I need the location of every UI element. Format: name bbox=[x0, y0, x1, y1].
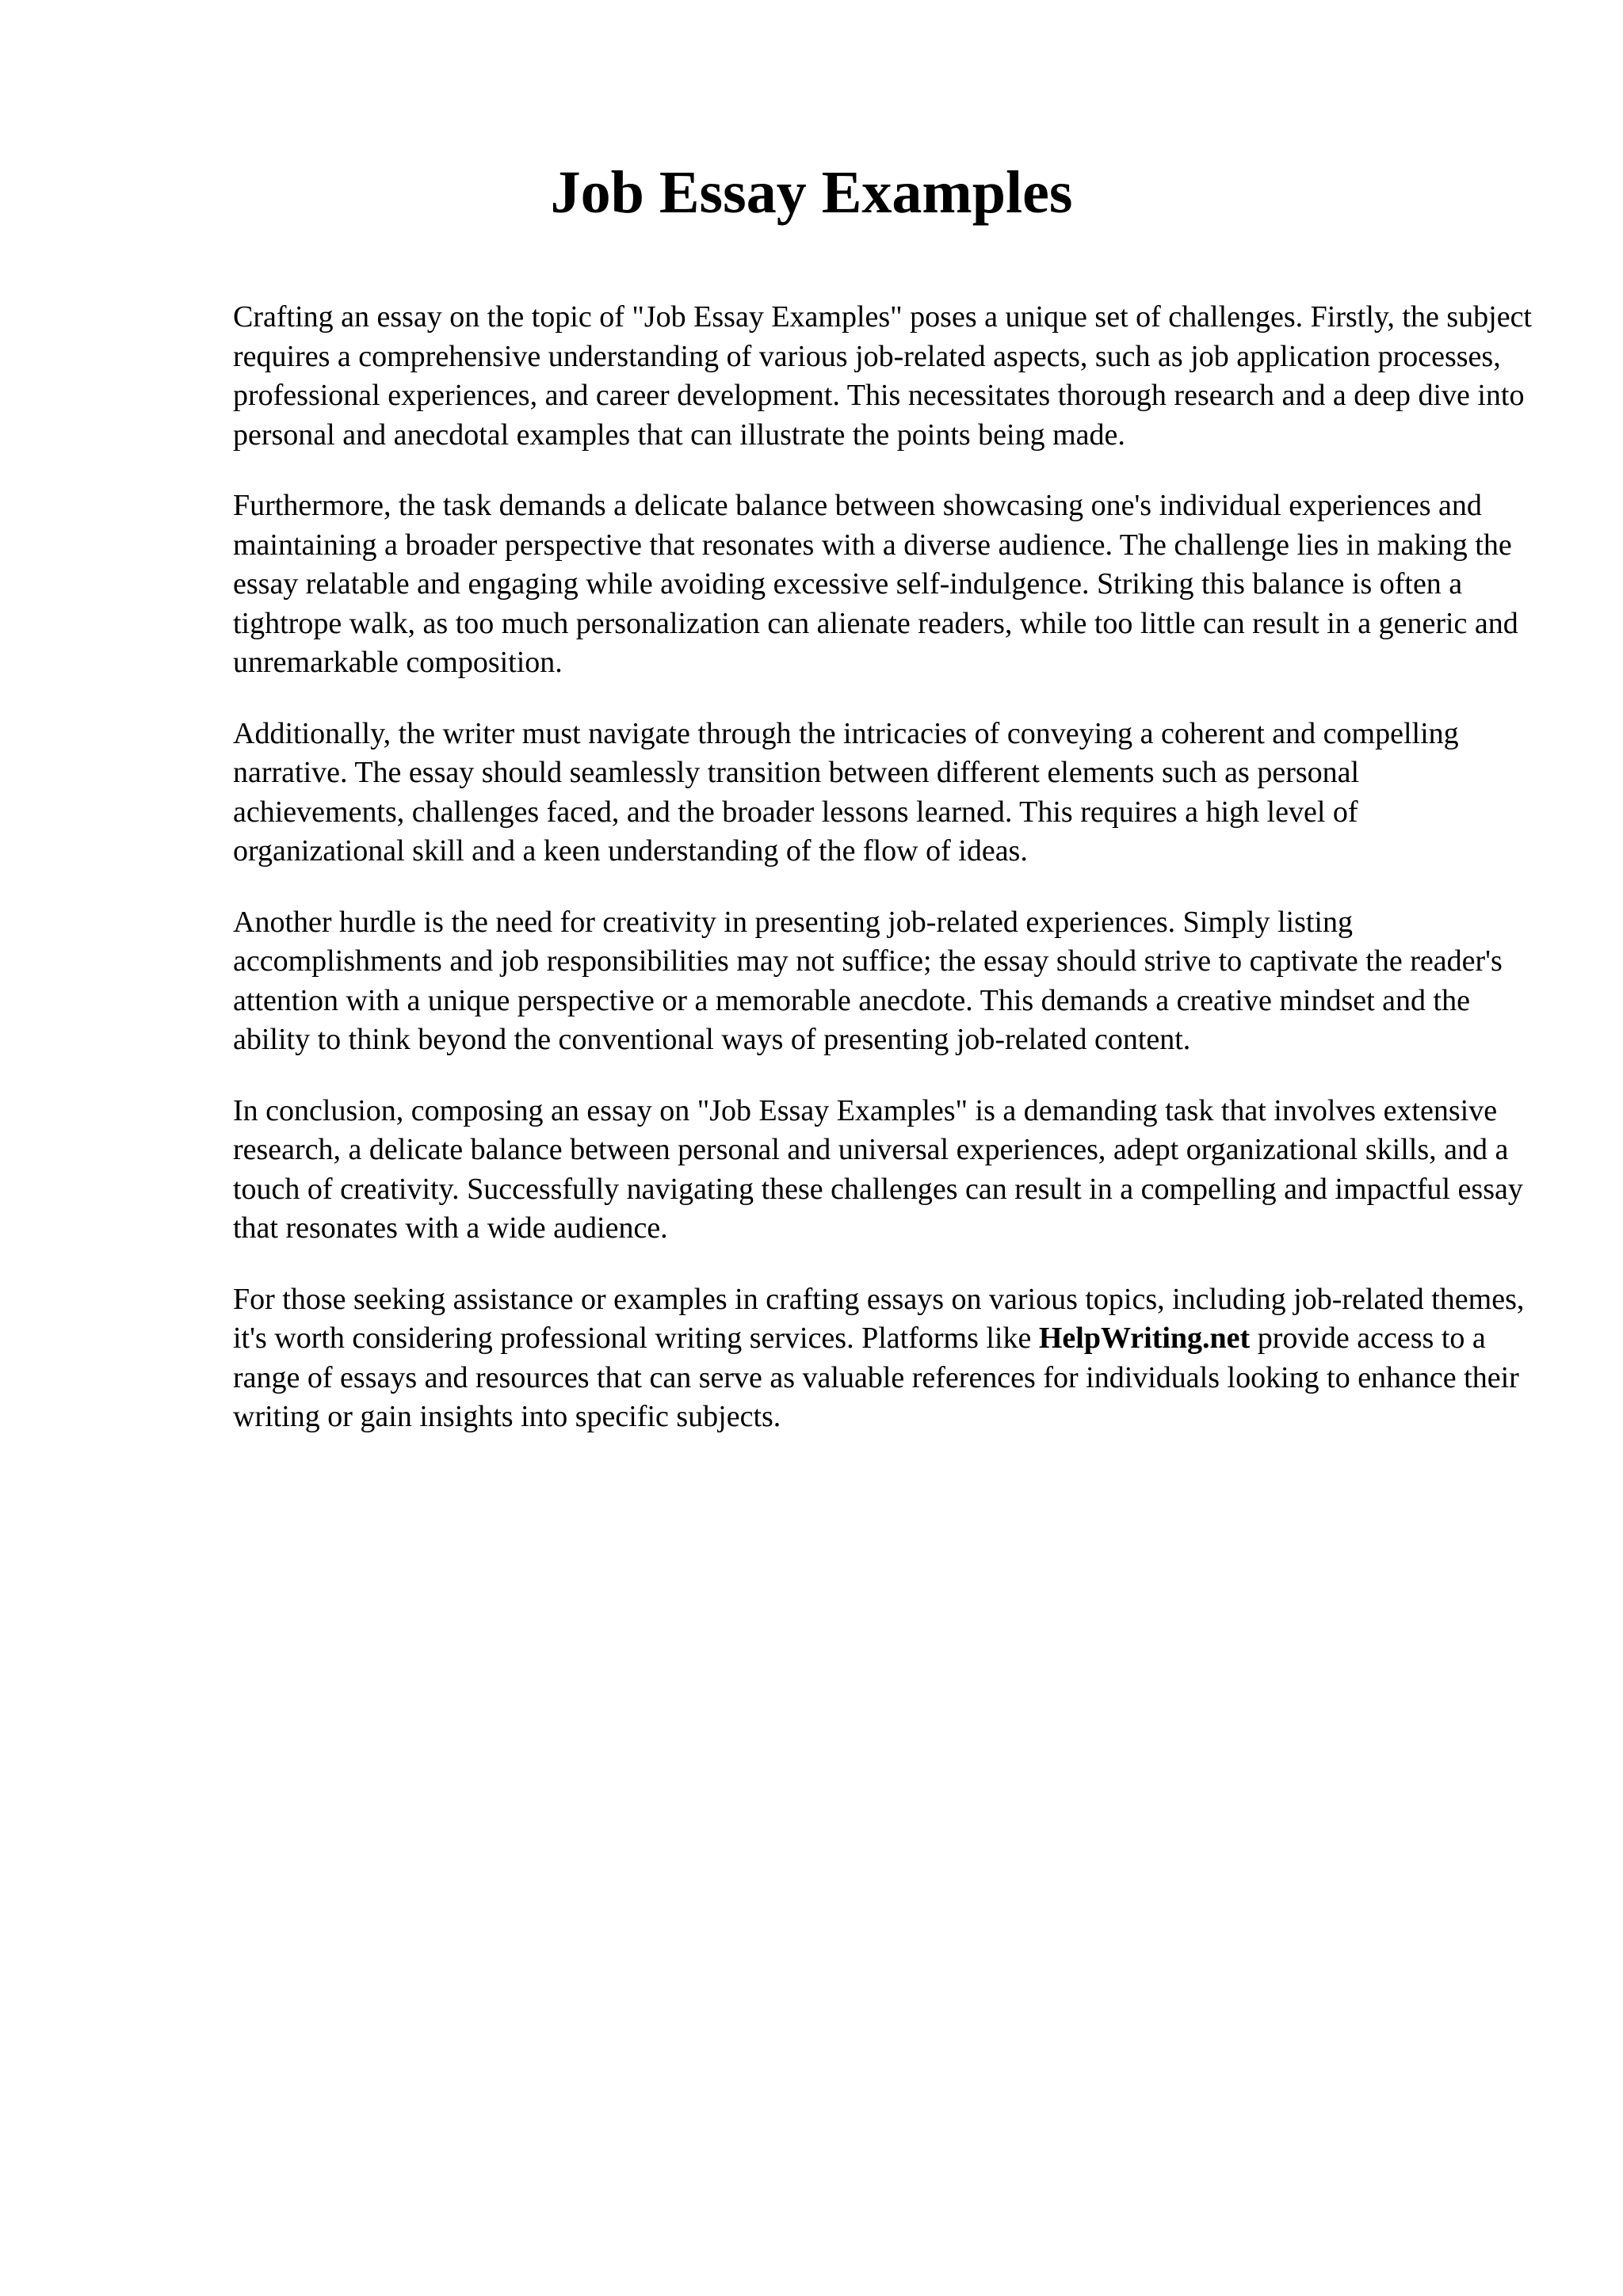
paragraph-intro: Crafting an essay on the topic of "Job Essay Examples" poses a unique set of challenges. Firstly, the subject requires a comprehensive understanding of various job-related aspects, such as job application processes, professional experiences, and career development. This necessitates thorough research and a deep dive into personal and anecdotal examples that can illustrate the points being made. bbox=[233, 300, 1532, 452]
paragraph-conclusion: In conclusion, composing an essay on "Job Essay Examples" is a demanding task that involves extensive research, a delicate balance between personal and universal experiences, adept organizational skills, and a touch of creativity. Successfully navigating these challenges can result in a compelling and impactful essay that resonates with a wide audience. bbox=[233, 1093, 1523, 1245]
resources-text-before-link: For those seeking assistance or examples in crafting essays on various topics, including job-related themes, it's worth considering professional writing services. Platforms like bbox=[233, 1282, 1525, 1355]
paragraph-resources bbox=[233, 1280, 1533, 1437]
resources-text-after-link: provide access to a range of essays and resources that can serve as valuable references for individuals looking to enhance their writing or gain insights into specific subjects. bbox=[233, 1322, 1519, 1433]
document-title: Job Essay Examples bbox=[550, 159, 1073, 226]
paragraph-narrative: Additionally, the writer must navigate through the intricacies of conveying a coherent and compelling narrative. The essay should seamlessly transition between different elements such as personal achievements, challenges faced, and the broader lessons learned. This requires a high level of organizational skill and a keen understanding of the flow of ideas. bbox=[233, 716, 1459, 868]
paragraph-creativity: Another hurdle is the need for creativity in presenting job-related experiences. Simply listing accomplishments and job responsibilities may not suffice; the essay should strive to captivate the reader's attention with a unique perspective or a memorable anecdote. This demands a creative mindset and the ability to think beyond the conventional ways of presenting job-related content. bbox=[233, 905, 1503, 1056]
paragraph-balance: Furthermore, the task demands a delicate balance between showcasing one's individual experiences and maintaining a broader perspective that resonates with a diverse audience. The challenge lies in making the essay relatable and engaging while avoiding excessive self-indulgence. Striking this balance is often a tightrope walk, as too much personalization can alienate readers, while too little can result in a generic and unremarkable composition. bbox=[233, 489, 1518, 679]
document-body bbox=[233, 298, 1533, 1437]
helpwriting-link[interactable]: HelpWriting.net bbox=[1038, 1322, 1251, 1355]
